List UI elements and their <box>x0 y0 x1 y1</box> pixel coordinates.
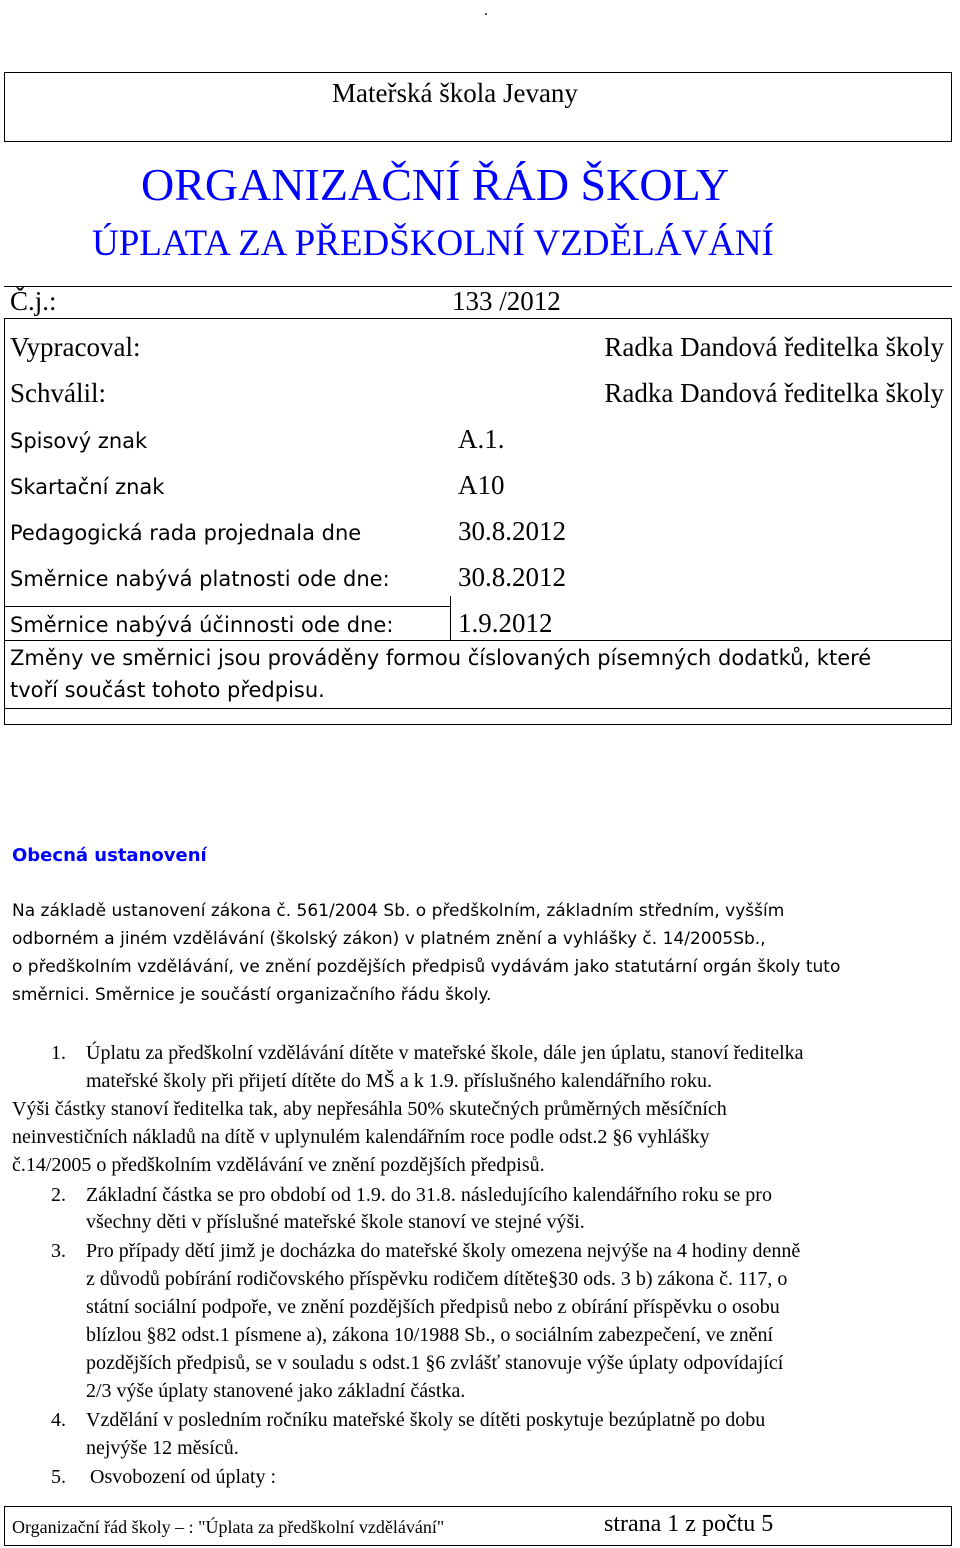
changes-note: tvoří součást tohoto předpisu. <box>10 678 325 702</box>
prepared-label: Vypracoval: <box>10 332 141 362</box>
page-indicator: strana 1 z počtu 5 <box>604 1511 774 1537</box>
prepared-value: Radka Dandová ředitelka školy <box>604 332 944 362</box>
page-title: ORGANIZAČNÍ ŘÁD ŠKOLY <box>141 159 730 210</box>
list-item-line: nejvýše 12 měsíců. <box>86 1437 239 1459</box>
list-item-line: mateřské školy při přijetí dítěte do MŠ a k 1.9. příslušného kalendářního roku. <box>86 1070 712 1092</box>
list-item-line: státní sociální podpoře, ve znění pozdějších předpisů nebo z obírání příspěvku o osobu <box>86 1296 780 1318</box>
table-line <box>4 606 450 607</box>
effect-label: Směrnice nabývá účinnosti ode dne: <box>10 613 394 637</box>
list-item-line: 2/3 výše úplaty stanovené jako základní částka. <box>86 1380 466 1402</box>
validity-label: Směrnice nabývá platnosti ode dne: <box>10 567 390 591</box>
list-number: 4. <box>51 1409 66 1431</box>
shred-value: A10 <box>458 470 505 500</box>
section-heading: Obecná ustanovení <box>12 845 207 866</box>
body-line: č.14/2005 o předškolním vzdělávání ve znění pozdějších předpisů. <box>12 1154 545 1176</box>
approved-label: Schválil: <box>10 378 106 408</box>
file-label: Spisový znak <box>10 429 148 453</box>
body-line: Výši částky stanoví ředitelka tak, aby nepřesáhla 50% skutečných průměrných měsíčních <box>12 1098 727 1120</box>
school-name: Mateřská škola Jevany <box>332 78 578 108</box>
changes-note: Změny ve směrnici jsou prováděny formou číslovaných písemných dodatků, které <box>10 646 872 670</box>
body-line: neinvestičních nákladů na dítě v uplynulém kalendářním roce podle odst.2 §6 vyhlášky <box>12 1126 710 1148</box>
intro-line: Na základě ustanovení zákona č. 561/2004 Sb. o předškolním, základním středním, vyšším <box>12 901 785 921</box>
council-value: 30.8.2012 <box>458 516 566 546</box>
cj-value: 133 /2012 <box>452 286 561 316</box>
list-item-line: blízlou §82 odst.1 písmene a), zákona 10/1988 Sb., o sociálním zabezpečení, ve znění <box>86 1324 774 1346</box>
list-item-line: Osvobození od úplaty : <box>90 1466 277 1488</box>
table-line <box>4 724 952 725</box>
list-item-line: z důvodů pobírání rodičovského příspěvku rodičem dítěte§30 ods. 3 b) zákona č. 117, o <box>86 1268 788 1290</box>
intro-line: o předškolním vzdělávání, ve znění pozdějších předpisů vydávám jako statutární orgán školy tuto <box>12 957 841 977</box>
page-subtitle: ÚPLATA ZA PŘEDŠKOLNÍ VZDĚLÁVÁNÍ <box>92 223 774 264</box>
list-item-line: Základní částka se pro období od 1.9. do 31.8. následujícího kalendářního roku se pro <box>86 1184 772 1206</box>
list-number: 1. <box>51 1042 66 1064</box>
cj-label: Č.j.: <box>10 286 57 316</box>
file-value: A.1. <box>458 424 505 454</box>
footer-doc-name: Organizační řád školy – : "Úplata za předškolní vzdělávání" <box>12 1517 445 1537</box>
intro-line: odborném a jiném vzdělávání (školský zákon) v platném znění a vyhlášky č. 14/2005Sb., <box>12 929 766 949</box>
shred-label: Skartační znak <box>10 475 165 499</box>
validity-value: 30.8.2012 <box>458 562 566 592</box>
table-line <box>4 640 952 641</box>
list-item-line: Úplatu za předškolní vzdělávání dítěte v mateřské škole, dále jen úplatu, stanoví ředitelka <box>86 1042 804 1064</box>
effect-value: 1.9.2012 <box>458 608 553 638</box>
table-line <box>4 318 952 319</box>
list-number: 5. <box>51 1466 66 1488</box>
intro-line: směrnici. Směrnice je součástí organizačního řádu školy. <box>12 985 492 1005</box>
list-item-line: pozdějších předpisů, se v souladu s odst.1 §6 zvlášť stanovuje výše úplaty odpovídající <box>86 1352 784 1374</box>
council-label: Pedagogická rada projednala dne <box>10 521 362 545</box>
list-item-line: Vzdělání v posledním ročníku mateřské školy se dítěti poskytuje bezúplatně po dobu <box>86 1409 766 1431</box>
approved-value: Radka Dandová ředitelka školy <box>604 378 944 408</box>
list-item-line: Pro případy dětí jimž je docházka do mateřské školy omezena nejvýše na 4 hodiny denně <box>86 1240 801 1262</box>
list-item-line: všechny děti v příslušné mateřské škole stanoví ve stejné výši. <box>86 1211 585 1233</box>
list-number: 2. <box>51 1184 66 1206</box>
list-number: 3. <box>51 1240 66 1262</box>
table-line <box>4 318 5 724</box>
table-line <box>450 596 451 640</box>
table-line <box>4 708 952 709</box>
table-line <box>951 318 952 724</box>
page-marker: . <box>484 2 488 19</box>
